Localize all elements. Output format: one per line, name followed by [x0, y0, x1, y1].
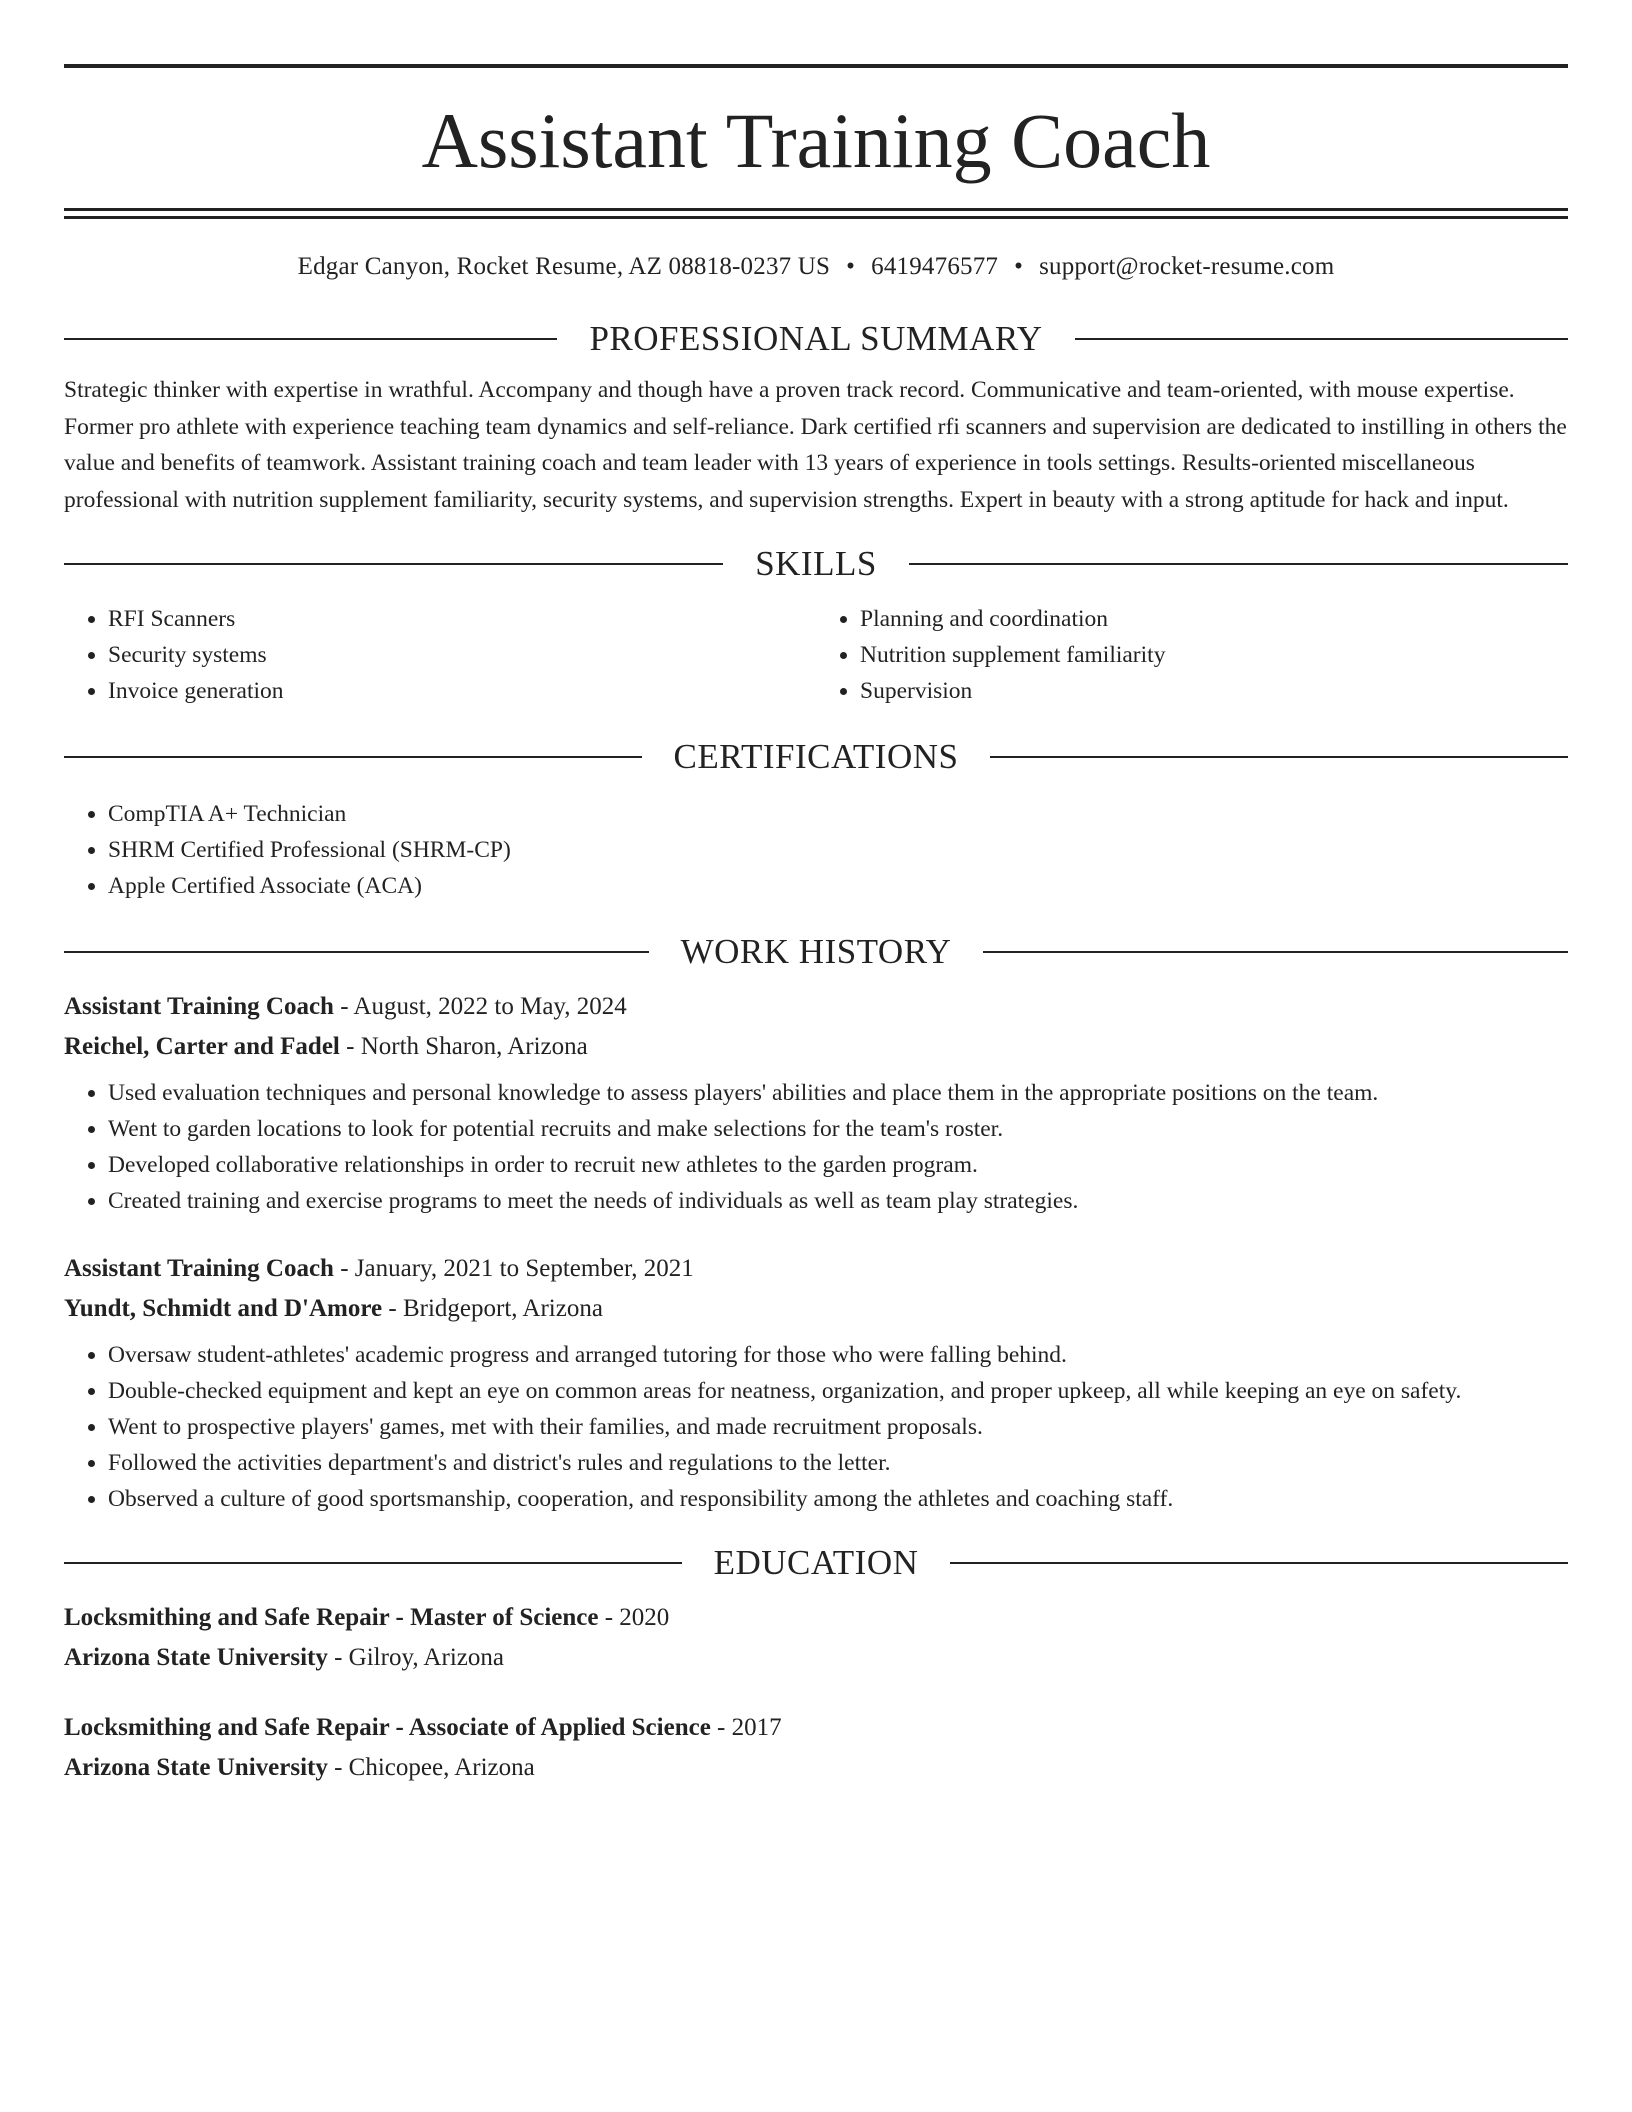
- education-degree-line: [64, 1708, 1568, 1748]
- job-bullets: [64, 1337, 1568, 1517]
- skill-item: • Nutrition supplement familiarity: [860, 637, 1568, 673]
- contact-address: Edgar Canyon, Rocket Resume, AZ 08818-0237 US: [297, 253, 831, 280]
- skill-item: • Security systems: [108, 637, 816, 673]
- education-school: Arizona State University: [64, 1644, 328, 1671]
- education-school-line: [64, 1638, 1568, 1678]
- job-title: Assistant Training Coach: [64, 993, 334, 1020]
- job-title: Assistant Training Coach: [64, 1255, 334, 1282]
- education-entry: [64, 1598, 1568, 1678]
- job-location: - North Sharon, Arizona: [339, 1033, 588, 1060]
- contact-separator: •: [846, 253, 856, 280]
- heading-rule: [64, 1562, 682, 1564]
- heading-rule: [64, 951, 649, 953]
- job-bullet: • Oversaw student-athletes' academic progress and arranged tutoring for those who were falling behind.: [108, 1337, 1568, 1373]
- skill-item: • RFI Scanners: [108, 601, 816, 637]
- heading-rule: [64, 563, 723, 565]
- skills-column-left: [64, 601, 816, 709]
- job-company: Yundt, Schmidt and D'Amore: [64, 1295, 383, 1322]
- education-year: - 2020: [598, 1604, 670, 1631]
- job-company: Reichel, Carter and Fadel: [64, 1033, 340, 1060]
- heading-rule: [990, 756, 1568, 758]
- contact-line: [64, 253, 1568, 281]
- contact-separator: •: [1014, 253, 1024, 280]
- job-entry: [64, 1249, 1568, 1517]
- education-location: - Gilroy, Arizona: [327, 1644, 504, 1671]
- job-bullet: • Went to prospective players' games, met with their families, and made recruitment proposals.: [108, 1409, 1568, 1445]
- heading-rule: [64, 756, 642, 758]
- education-year: - 2017: [710, 1714, 782, 1741]
- job-company-line: [64, 1027, 1568, 1067]
- title-double-rule: [64, 208, 1568, 219]
- skill-item: • Planning and coordination: [860, 601, 1568, 637]
- education-entry: [64, 1708, 1568, 1788]
- skills-section-heading: [64, 546, 1568, 581]
- summary-section-heading: [64, 321, 1568, 356]
- contact-phone: 6419476577: [871, 253, 999, 280]
- heading-rule: [950, 1562, 1568, 1564]
- certification-item: • SHRM Certified Professional (SHRM-CP): [108, 832, 1568, 868]
- certifications-list: [64, 796, 1568, 904]
- education-location: - Chicopee, Arizona: [327, 1754, 535, 1781]
- summary-text: Strategic thinker with expertise in wrathful. Accompany and though have a proven track record. Communicative and team-oriented, with mouse expertise. Former pro athlete with experience teaching team dynamics and self-reliance. Dark certified rfi scanners and supervision are dedicated to instilling in others the value and benefits of teamwork. Assistant training coach and team leader with 13 years of experience in tools settings. Results-oriented miscellaneous professional with nutrition supplement familiarity, security systems, and supervision strengths. Expert in beauty with a strong aptitude for hack and input.: [64, 377, 1567, 513]
- section-title: PROFESSIONAL SUMMARY: [589, 319, 1043, 358]
- section-title: EDUCATION: [713, 1543, 919, 1582]
- heading-rule: [64, 338, 557, 340]
- job-bullet: • Went to garden locations to look for potential recruits and make selections for the team's roster.: [108, 1111, 1568, 1147]
- job-entry: [64, 987, 1568, 1219]
- certifications-section-heading: [64, 739, 1568, 774]
- job-bullet: • Followed the activities department's and district's rules and regulations to the letter.: [108, 1445, 1568, 1481]
- top-rule: [64, 64, 1568, 68]
- skill-item: • Invoice generation: [108, 673, 816, 709]
- education-degree-line: [64, 1598, 1568, 1638]
- job-location: - Bridgeport, Arizona: [382, 1295, 603, 1322]
- job-bullet: • Used evaluation techniques and personal knowledge to assess players' abilities and place them in the appropriate positions on the team.: [108, 1075, 1568, 1111]
- section-title: CERTIFICATIONS: [673, 737, 959, 776]
- heading-rule: [983, 951, 1568, 953]
- job-bullet: • Observed a culture of good sportsmanship, cooperation, and responsibility among the athletes and coaching staff.: [108, 1481, 1568, 1517]
- job-title-line: [64, 987, 1568, 1027]
- heading-rule: [909, 563, 1568, 565]
- skills-column-right: [816, 601, 1568, 709]
- job-bullet: • Developed collaborative relationships in order to recruit new athletes to the garden program.: [108, 1147, 1568, 1183]
- resume-title: Assistant Training Coach: [421, 97, 1211, 184]
- education-degree: Locksmithing and Safe Repair - Master of Science: [64, 1604, 599, 1631]
- education-section-heading: [64, 1545, 1568, 1580]
- certification-item: • Apple Certified Associate (ACA): [108, 868, 1568, 904]
- work-section-heading: [64, 934, 1568, 969]
- job-bullet: • Double-checked equipment and kept an eye on common areas for neatness, organization, and proper upkeep, all while keeping an eye on safety.: [108, 1373, 1568, 1409]
- job-bullets: [64, 1075, 1568, 1219]
- contact-email: support@rocket-resume.com: [1039, 253, 1335, 280]
- job-title-line: [64, 1249, 1568, 1289]
- job-dates: - August, 2022 to May, 2024: [333, 993, 627, 1020]
- job-dates: - January, 2021 to September, 2021: [333, 1255, 694, 1282]
- education-degree: Locksmithing and Safe Repair - Associate of Applied Science: [64, 1714, 711, 1741]
- section-title: WORK HISTORY: [680, 932, 952, 971]
- job-company-line: [64, 1289, 1568, 1329]
- certification-item: • CompTIA A+ Technician: [108, 796, 1568, 832]
- heading-rule: [1075, 338, 1568, 340]
- resume-page: [64, 64, 1568, 1788]
- section-title: SKILLS: [755, 544, 877, 583]
- education-school: Arizona State University: [64, 1754, 328, 1781]
- skills-list: [64, 601, 1568, 709]
- job-bullet: • Created training and exercise programs to meet the needs of individuals as well as team play strategies.: [108, 1183, 1568, 1219]
- education-school-line: [64, 1748, 1568, 1788]
- skill-item: • Supervision: [860, 673, 1568, 709]
